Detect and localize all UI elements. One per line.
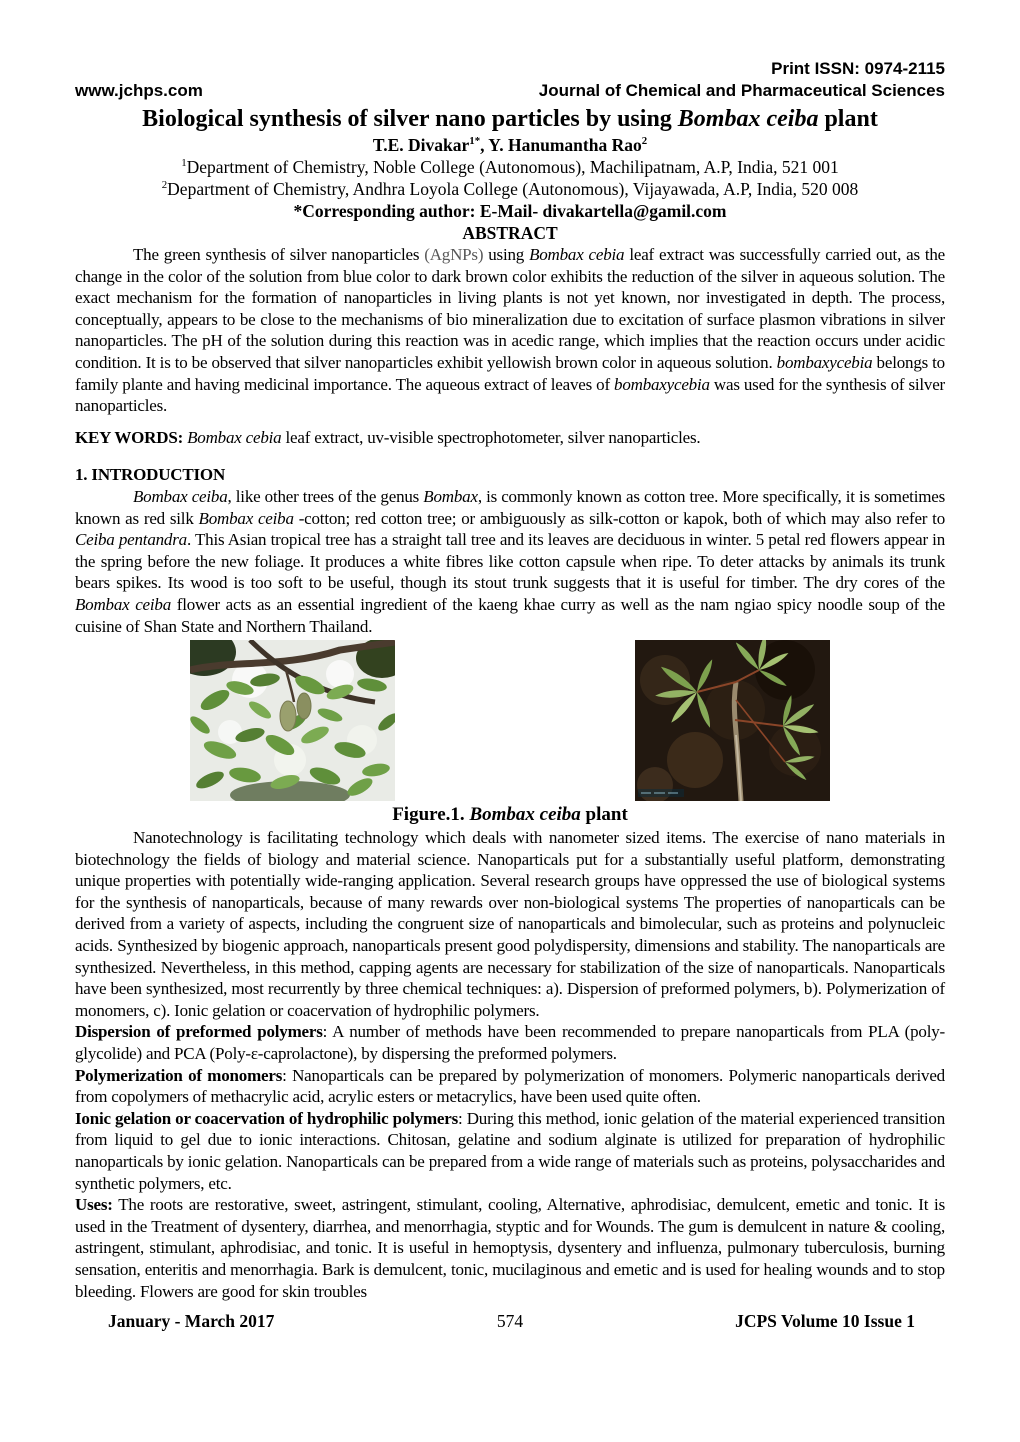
nanotechnology-paragraph: Nanotechnology is facilitating technology which deals with nanometer sized items. The exercise of nano materials in biotechnology the fields of biology and material science. Nanoparticals put for a substantially useful platform, demonstrating unique properties with potentially wide-ranging application. Several research groups have oppressed the use of biological systems for the synthesis of nanoparticals, because of many rewards over non-biological systems The properties of nanoparticals can be derived from a variety of aspects, including the congruent size of nanoparticals and bimolecular, such as proteins and polynucleic acids. Synthesized by biogenic approach, nanoparticals present good polydispersity, dimensions and stability. The nanoparticals are synthesized. Nevertheless, in this method, capping agents are necessary for stabilization of the size of nanoparticals. Nanoparticals have been synthesized, most recurrently by three chemical techniques: a). Dispersion of preformed polymers, b). Polymerization of monomers, c). Ionic gelation or coacervation of hydrophilic polymers.	[75, 828, 945, 1020]
page-footer	[75, 1309, 945, 1333]
authors-line: T.E. Divakar$^{1*}$, Y. Hanumantha Rao$^2$	[372, 135, 648, 155]
keywords-line: KEY WORDS: Bombax cebia leaf extract, uv-visible spectrophotometer, silver nanoparticles.	[75, 427, 701, 447]
spacer	[75, 448, 945, 464]
figure-block	[190, 640, 830, 801]
introduction-paragraph: Bombax ceiba, like other trees of the genus Bombax, is commonly known as cotton tree. More specifically, it is sometimes known as red silk Bombax ceiba -cotton; red cotton tree; or ambiguously as silk-cotton or kapok, both of which may also refer to Ceiba pentandra. This Asian tropical tree has a straight tall tree and its leaves are deciduous in winter. 5 petal red flowers appear in the spring before the new foliage. It produces a white fibres like cotton capsule when ripe. To deter attacks by animals its trunk bears spikes. Its wood is too soft to be useful, though its stout trunk suggests that it is useful for timber. The dry cores of the Bombax ceiba flower acts as an essential ingredient of the kaeng khae curry as well as the nam ngiao spicy noodle soup of the cuisine of Shan State and Northern Thailand.	[75, 486, 946, 636]
figure-caption: Figure.1. Bombax ceiba plant	[392, 804, 628, 826]
corresponding-author: *Corresponding author: E-Mail- divakartella@gamil.com	[293, 201, 727, 221]
section-heading-introduction: 1. INTRODUCTION	[75, 465, 226, 485]
abstract-paragraph: The green synthesis of silver nanoparticles (AgNPs) using Bombax cebia leaf extract was successfully carried out, as the change in the color of the solution from blue color to dark brown color exhibits the reduction of the silver in aqueous solution. The exact mechanism for the formation of nanoparticles in living plants is not yet known, nor investigated in depth. The process, conceptually, appears to be close to the mechanisms of bio mineralization due to excitation of surface plasmon vibrations in silver nanoparticles. The pH of the solution during this reaction was in acedic range, which implies that the reaction occurs under acidic condition. It is to be observed that silver nanoparticles exhibit yellowish brown color in aqueous solution. bombaxycebia belongs to family plante and having medicinal importance. The aqueous extract of leaves of bombaxycebia was used for the synthesis of silver nanoparticles.	[75, 245, 946, 416]
abstract-heading: ABSTRACT	[462, 223, 558, 243]
footer-volume: JCPS Volume 10 Issue 1	[735, 1311, 915, 1332]
journal-name: Journal of Chemical and Pharmaceutical Sciences	[538, 81, 945, 100]
figure-photo-tree-canopy	[190, 640, 395, 801]
affiliation-1: $^1$Department of Chemistry, Noble College (Autonomous), Machilipatnam, A.P, India, 521 001	[181, 157, 839, 177]
footer-period: January - March 2017	[108, 1311, 275, 1332]
polymerization-paragraph: Polymerization of monomers: Nanoparticals can be prepared by polymerization of monomers. Polymeric nanoparticals derived from copolymers of methacrylic acid, acrylic esters or metacrylics, have been used quite often.	[75, 1065, 945, 1107]
journal-header-row	[75, 80, 945, 102]
affiliation-2: $^2$Department of Chemistry, Andhra Loyola College (Autonomous), Vijayawada, A.P, India, 520 008	[161, 179, 859, 199]
print-issn: Print ISSN: 0974-2115	[771, 59, 945, 78]
dispersion-paragraph: Dispersion of preformed polymers: A number of methods have been recommended to prepare nanoparticals from PLA (poly- glycolide) and PCA (Poly-ε-caprolactone), by dispersing the preformed polymers.	[75, 1022, 946, 1064]
paper-title: Biological synthesis of silver nano particles by using Bombax ceiba plant	[142, 106, 878, 132]
ionic-gelation-paragraph: Ionic gelation or coacervation of hydrophilic polymers: During this method, ionic gelation of the material experienced transition from liquid to gel due to ionic interactions. Chitosan, gelatine and sodium alginate is utilized for preparation of hydrophilic nanoparticals by ionic gelation. Nanoparticals can be prepared from a wide range of materials such as proteins, polysaccharides and synthetic polymers, etc.	[75, 1108, 945, 1193]
footer-page-number: 574	[496, 1311, 524, 1332]
site-url: www.jchps.com	[75, 81, 203, 100]
uses-paragraph: Uses: The roots are restorative, sweet, astringent, stimulant, cooling, Alternative, aphrodisiac, demulcent, emetic and tonic. It is used in the Treatment of dysentery, diarrhea, and menorrhagia, styptic and for Wounds. The gum is demulcent in nature & cooling, astringent, stimulant, aphrodisiac, and tonic. It is useful in hemoptysis, dysentery and influenza, pulmonary tuberculosis, burning sensation, enteritis and menorrhagia. Bark is demulcent, tonic, mucilaginous and emetic and is used for healing wounds and to stop bleeding. Flowers are good for skin troubles	[75, 1195, 945, 1301]
spacer	[75, 417, 945, 427]
figure-photo-sapling	[635, 640, 830, 801]
